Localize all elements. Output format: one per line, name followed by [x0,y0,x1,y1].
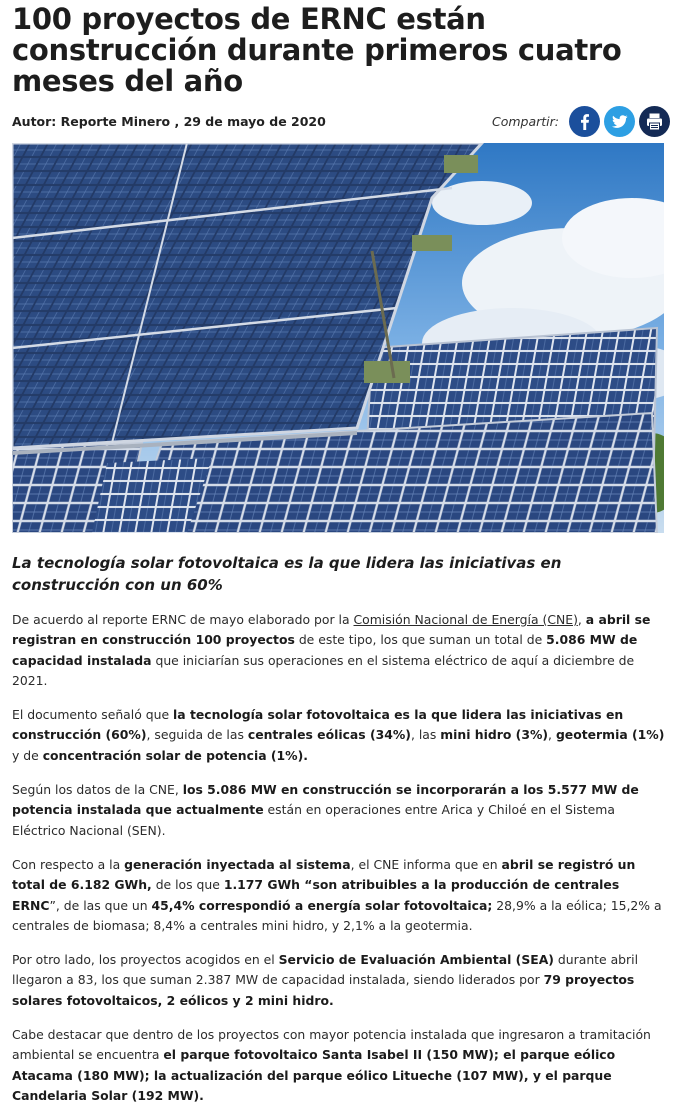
bold-text: 5.086 MW de capacidad instalada [12,632,638,668]
paragraph-1 [12,610,670,691]
paragraph-5 [12,950,670,1011]
article-container [0,4,682,1106]
bold-text: 79 proyectos solares fotovoltaicos, 2 eólicos y 2 mini hidro. [12,972,635,1008]
facebook-share-button[interactable] [569,106,600,137]
bold-text: el parque fotovoltaico Santa Isabel II (150 MW); el parque eólico Atacama (180 MW); la actualización del parque eólico Litueche (107 MW), y el parque Candelaria Solar (192 MW). [12,1047,616,1103]
author-line: Autor: Reporte Minero , 29 de mayo de 2020 [12,113,326,129]
twitter-share-button[interactable] [604,106,635,137]
text: Según los datos de la CNE, [12,782,183,798]
print-button[interactable] [639,106,670,137]
text: El documento señaló que [12,707,174,723]
bold-text: generación inyectada al sistema [124,856,351,872]
paragraph-3 [12,780,670,841]
bold-text: 1.177 GWh “son atribuibles a la producción de centrales ERNC [12,877,620,913]
article-title: 100 proyectos de ERNC están construcción durante primeros cuatro meses del año [12,2,622,98]
bold-text: a abril se registran en construcción 100 proyectos [12,612,651,648]
text: que iniciarían sus operaciones en el sistema eléctrico de aquí a diciembre de 2021. [12,652,635,688]
text: Con respecto a la [12,856,125,872]
text: , [577,612,586,627]
bold-text: 45,4% correspondió a energía solar fotovoltaica; [151,897,493,913]
twitter-icon [604,106,635,137]
print-icon [639,106,670,137]
article-meta [12,103,670,139]
cne-link[interactable]: Comisión Nacional de Energía (CNE) [353,612,578,627]
paragraph-6 [12,1025,670,1106]
share-label: Compartir: [491,113,559,129]
bold-text: geotermia (1%) [555,727,665,743]
text: , el CNE informa que en [350,856,502,872]
text: y de [12,747,43,763]
text: de este tipo, los que suman un total de [294,632,547,648]
text: están en operaciones entre Arica y Chiloé en el Sistema Eléctrico Nacional (SEN). [12,802,615,838]
bold-text: Servicio de Evaluación Ambiental (SEA) [278,952,554,968]
bold-text: la tecnología solar fotovoltaica es la que lidera las iniciativas en construcción (60%) [12,707,624,743]
bold-text: concentración solar de potencia (1%). [42,747,308,763]
text: 28,9% a la eólica; 15,2% a centrales de biomasa; 8,4% a centrales mini hidro, y 2,1% a la geotermia. [12,897,662,933]
text: Por otro lado, los proyectos acogidos en el [12,952,279,968]
bold-text: abril se registró un total de 6.182 GWh, [12,856,636,893]
facebook-icon [569,106,600,137]
text: , las [410,727,441,743]
text: ”, de las que un [49,897,152,913]
text: durante abril llegaron a 83, los que suman 2.387 MW de capacidad instalada, siendo liderados por [12,952,639,988]
text: , [548,727,556,743]
bold-text: los 5.086 MW en construcción se incorporarán a los 5.577 MW de potencia instalada que actualmente [12,782,639,818]
share-bar [492,106,670,137]
text: De acuerdo al reporte ERNC de mayo elaborado por la [12,612,354,627]
text: de los que [151,877,224,893]
bold-text: mini hidro (3%) [440,727,549,743]
bold-text: centrales eólicas (34%) [247,727,411,743]
paragraph-2 [12,705,670,766]
solar-panels-photo [12,143,664,533]
paragraph-4 [12,855,670,936]
article-subtitle: La tecnología solar fotovoltaica es la que lidera las iniciativas en construcción con un 60% [12,554,562,594]
text: Cabe destacar que dentro de los proyectos con mayor potencia instalada que ingresaron a tramitación ambiental se encuentra [12,1027,651,1063]
text: , seguida de las [146,727,248,743]
